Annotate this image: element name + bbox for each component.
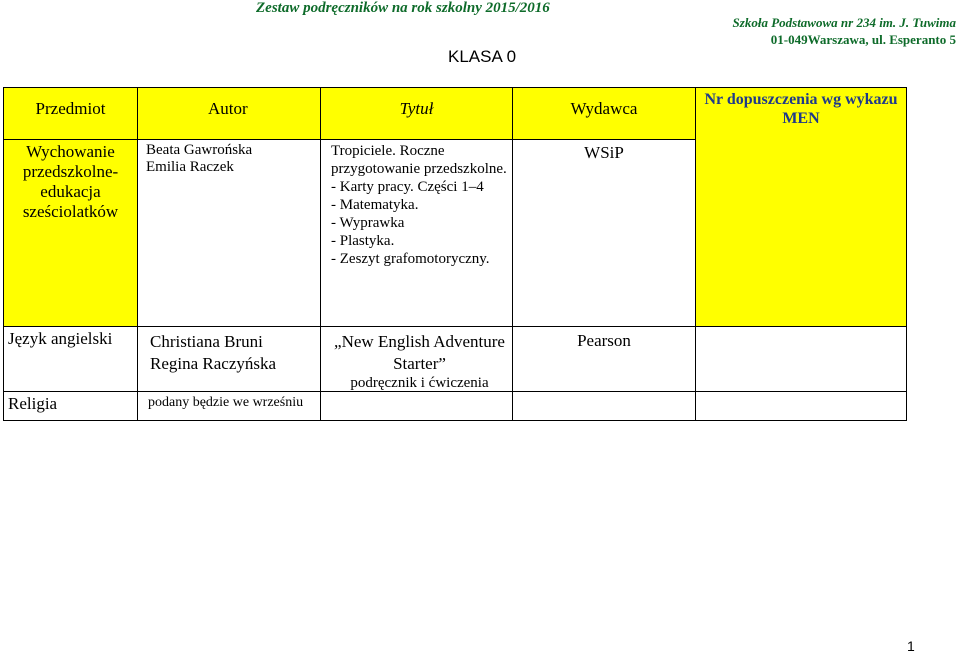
author-cell [138, 327, 321, 392]
subject-cell: Język angielski [4, 327, 138, 392]
header-subject: Przedmiot [4, 88, 138, 140]
author-cell [138, 140, 321, 327]
publisher-cell: Pearson [513, 327, 696, 392]
title-line: - Plastyka. [331, 233, 395, 249]
table-row [4, 327, 907, 392]
header-author: Autor [138, 88, 321, 140]
table-row [4, 392, 907, 421]
approval-cell [696, 392, 907, 421]
title-line: - Karty pracy. Części 1–4 [331, 179, 484, 195]
author-name: Christiana Bruni [150, 332, 263, 351]
title-line: Tropiciele. Roczne [331, 143, 445, 159]
page-number: 1 [907, 638, 915, 654]
title-cell [321, 392, 513, 421]
approval-cell [696, 327, 907, 392]
publisher-cell: WSiP [513, 140, 696, 327]
document-title: Zestaw podręczników na rok szkolny 2015/2016 [256, 0, 550, 16]
author-name: Beata Gawrońska [146, 142, 253, 158]
title-main: „New English Adventure Starter” [334, 332, 505, 373]
publisher-cell [513, 392, 696, 421]
textbook-table [3, 87, 907, 421]
title-cell [321, 327, 513, 392]
title-line: - Matematyka. [331, 197, 419, 213]
author-name: Emilia Raczek [146, 159, 234, 175]
subject-cell: Wychowanie przedszkolne- edukacja sześciolatków [4, 140, 138, 327]
title-cell [321, 140, 513, 327]
header-title: Tytuł [321, 88, 513, 140]
title-line: - Zeszyt grafomotoryczny. [331, 251, 490, 267]
author-name: Regina Raczyńska [150, 354, 277, 373]
author-cell: podany będzie we wrześniu [138, 392, 321, 421]
title-line: przygotowanie przedszkolne. [331, 161, 507, 177]
school-address: 01-049Warszawa, ul. Esperanto 5 [770, 32, 956, 47]
title-subtitle: podręcznik i ćwiczenia [350, 375, 489, 391]
subject-cell: Religia [4, 392, 138, 421]
table-header-row [4, 88, 907, 140]
class-label: KLASA 0 [448, 47, 517, 66]
school-name: Szkoła Podstawowa nr 234 im. J. Tuwima [732, 15, 956, 30]
header-publisher: Wydawca [513, 88, 696, 140]
header-approval-number: Nr dopuszczenia wg wykazu MEN [696, 88, 907, 327]
title-line: - Wyprawka [331, 215, 405, 231]
